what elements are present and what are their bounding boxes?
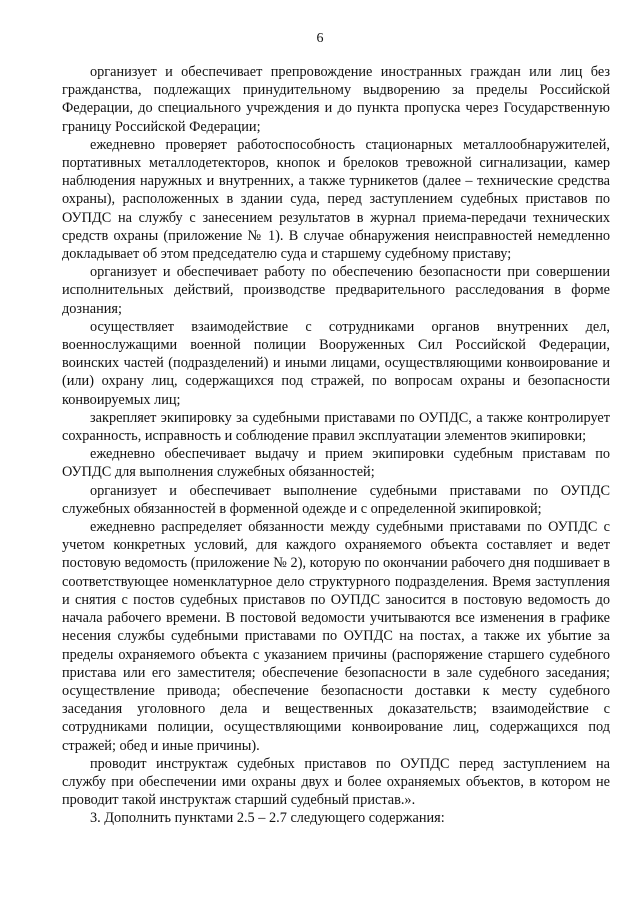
paragraph-enforcement-security: организует и обеспечивает работу по обеспечению безопасности при совершении исполнительных действий, производстве предварительного расследования в форме дознания; [62, 264, 610, 317]
paragraph-briefing: проводит инструктаж судебных приставов по ОУПДС перед заступлением на службу при обеспечении ими охраны двух и более охраняемых объектов, в котором не проводит такой инструктаж старший судебный пристав.». [62, 755, 610, 809]
document-body [62, 63, 610, 828]
paragraph-issue-equipment: ежедневно обеспечивает выдачу и прием экипировки судебным приставам по ОУПДС для выполнения служебных обязанностей; [62, 446, 610, 481]
paragraph-item-3: 3. Дополнить пунктами 2.5 – 2.7 следующего содержания: [90, 810, 445, 827]
paragraph-uniform-duties: организует и обеспечивает выполнение судебными приставами по ОУПДС служебных обязанностей в форменной одежде и с определенной экипировкой; [62, 482, 610, 517]
page-number: 6 [316, 31, 324, 46]
paragraph-cooperation: осуществляет взаимодействие с сотрудниками органов внутренних дел, военнослужащими военной полиции Вооруженных Сил Российской Федерации, воинских частей (подразделений) и иными лицами, осуществляющими конвоирование и (или) охрану лиц, содержащихся под стражей, по вопросам охраны и безопасности конвоируемых лиц; [62, 318, 610, 408]
paragraph-check-security-equipment: ежедневно проверяет работоспособность стационарных металлообнаружителей, портативных металлодетекторов, кнопок и брелоков тревожной сигнализации, камер наблюдения наружных и внутренних, а также турникетов (далее – технические средства охраны), расположенных в здании суда, перед заступлением судебных приставов по ОУПДС на службу с занесением результатов в журнал приема-передачи технических средств охраны (приложение № 1). В случае обнаружения неисправностей немедленно докладывает об этом председателю суда и старшему судебному приставу; [62, 136, 610, 263]
paragraph-assign-equipment: закрепляет экипировку за судебными приставами по ОУПДС, а также контролирует сохранность, исправность и соблюдение правил эксплуатации элементов экипировки; [62, 409, 610, 445]
paragraph-escort-foreigners: организует и обеспечивает препровождение иностранных граждан или лиц без гражданства, подлежащих принудительному выдворению за пределы Российской Федерации, до специального учреждения и до пункта пропуска через Государственную границу Российской Федерации; [62, 64, 610, 135]
paragraph-duty-roster: ежедневно распределяет обязанности между судебными приставами по ОУПДС с учетом конкретных условий, для каждого охраняемого объекта составляет и ведет постовую ведомость (приложение № 2), которую по окончании рабочего дня подшивает в соответствующее номенклатурное дело структурного подразделения. Время заступления и снятия с постов судебных приставов по ОУПДС заносится в постовую ведомость до начала рабочего времени. В постовой ведомости учитываются все изменения в графике несения службы судебными приставами по ОУПДС на постах, а также их убытие за пределы охраняемого объекта с указанием причины (распоряжение старшего судебного пристава или его заместителя; обеспечение безопасности в зале судебного заседания; осуществление привода; обеспечение безопасности доставки к месту судебного заседания уголовного дела и вещественных доказательств; взаимодействие с сотрудниками полиции, осуществляющими конвоирование лиц, содержащихся под стражей; обед и иные причины). [62, 519, 610, 754]
